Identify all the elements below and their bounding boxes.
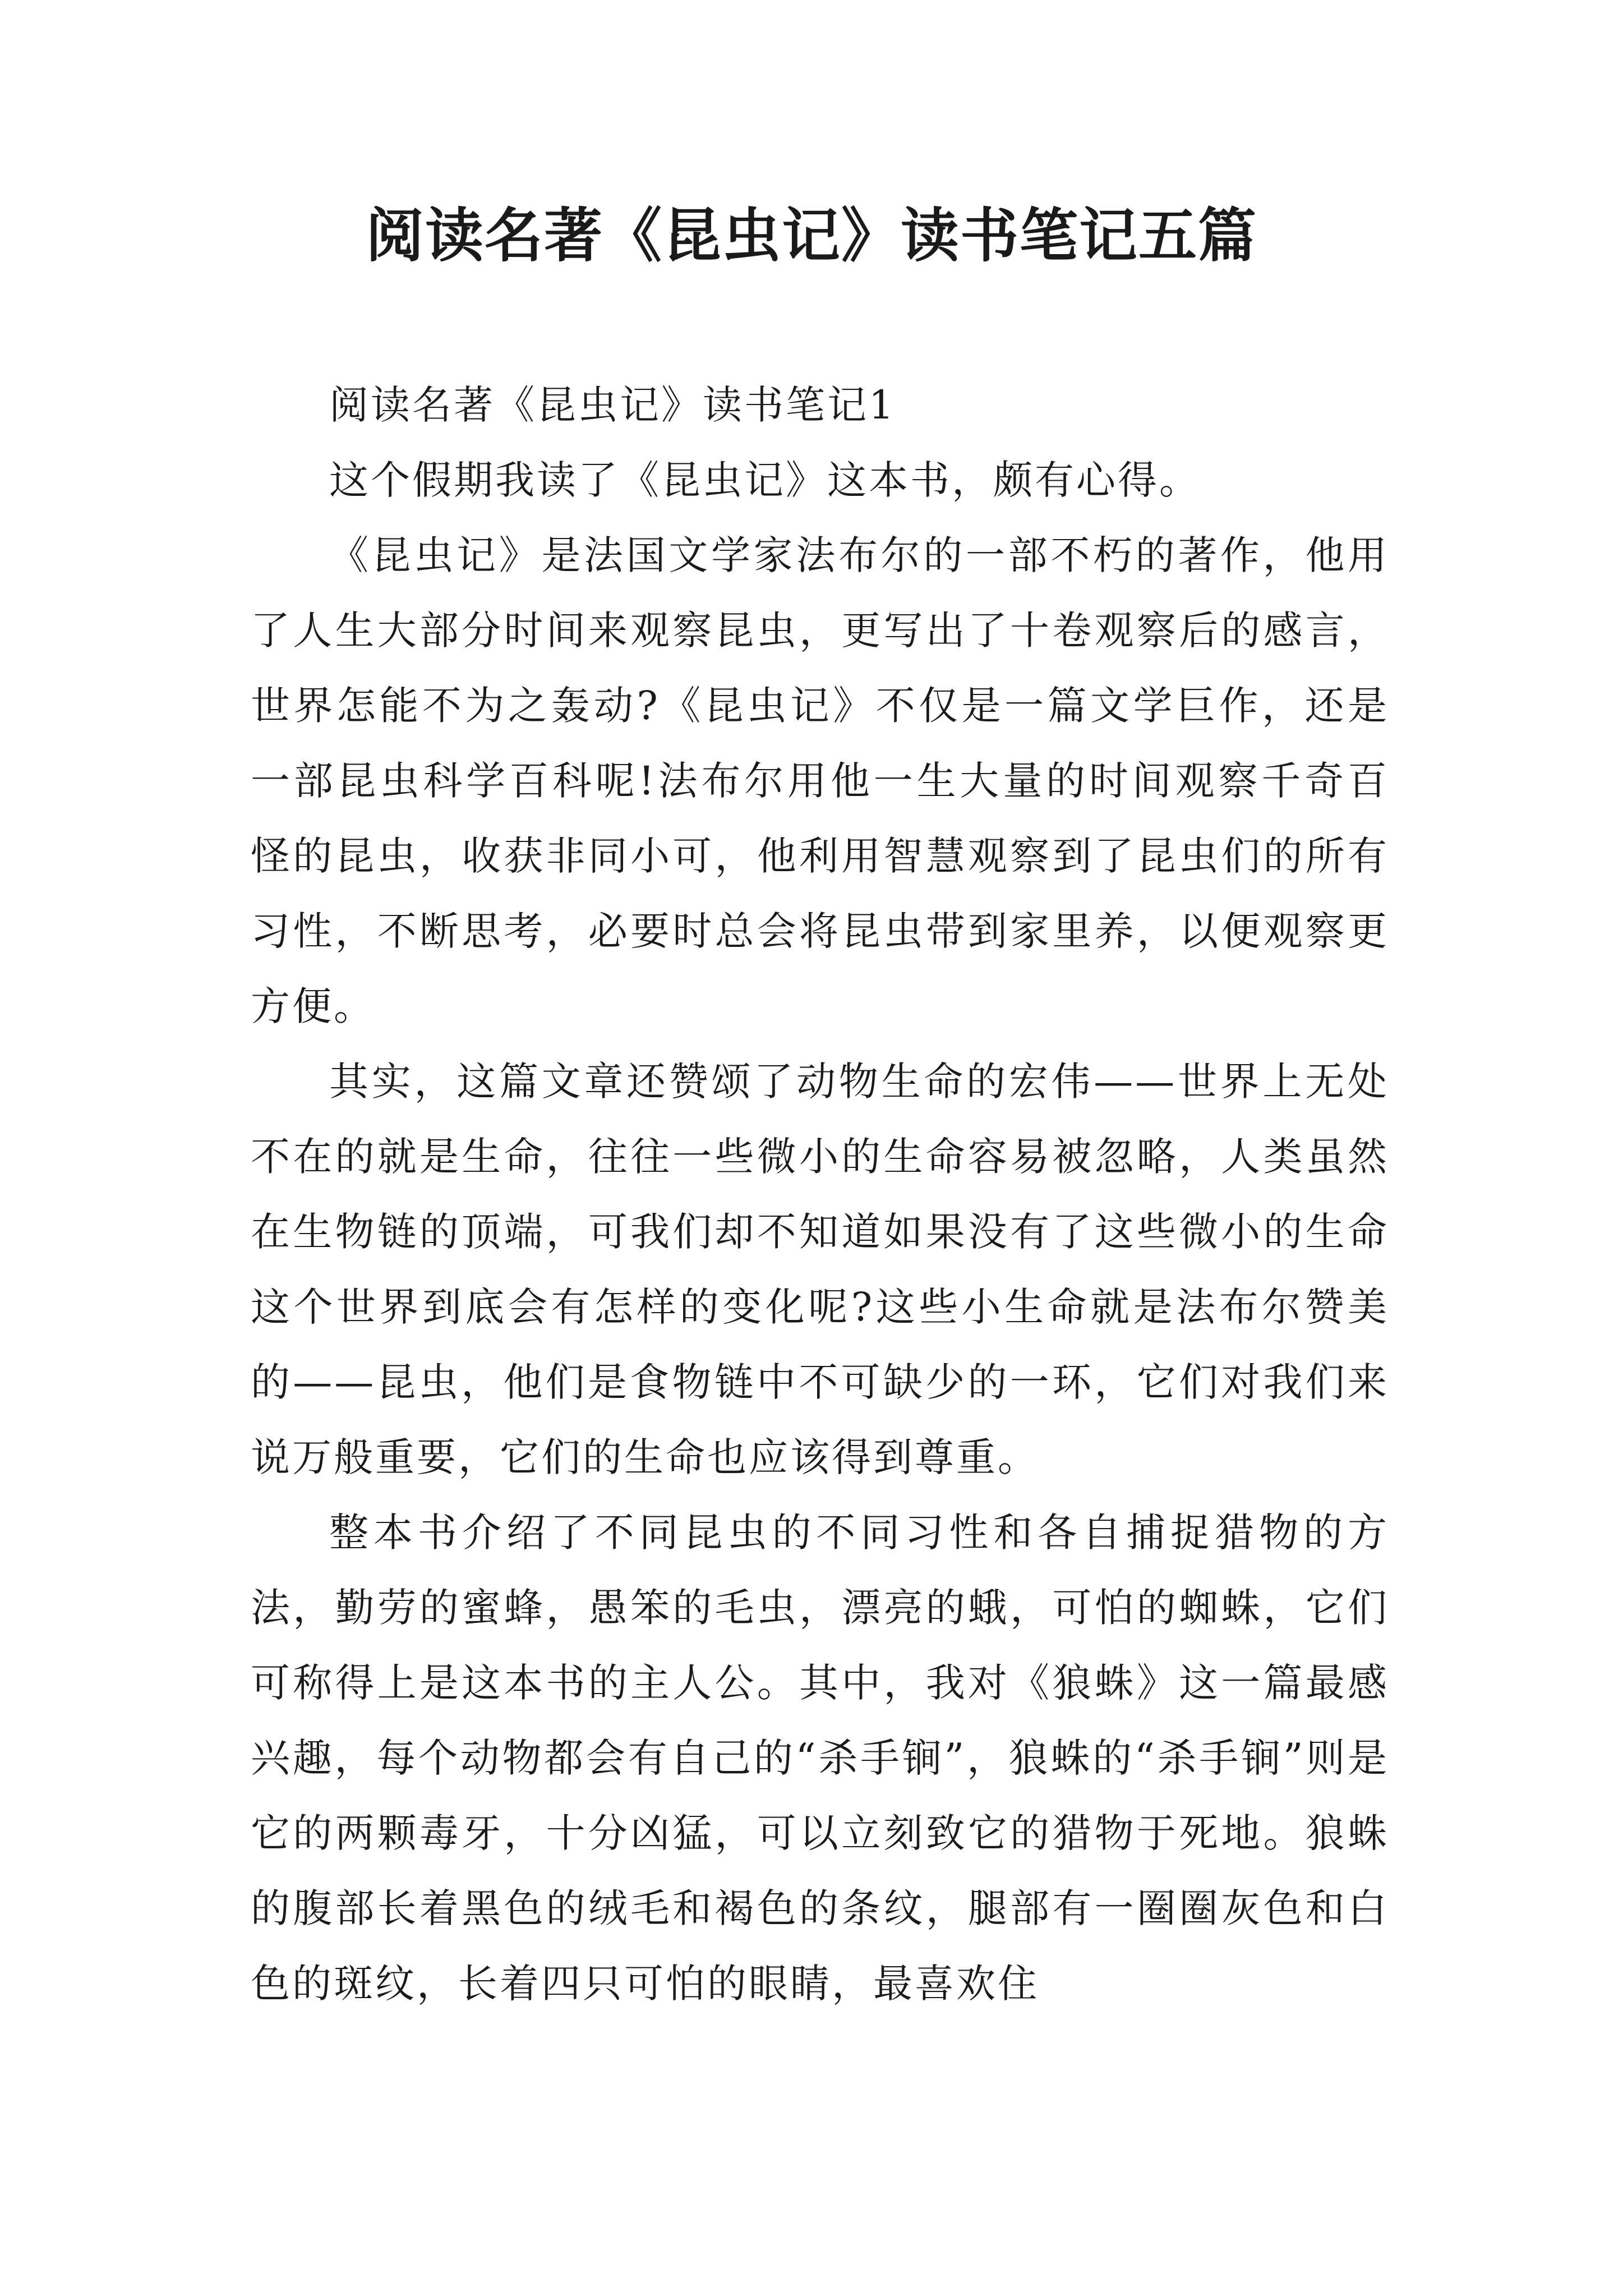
document-body xyxy=(251,367,1389,2021)
paragraph: 整本书介绍了不同昆虫的不同习性和各自捕捉猎物的方法，勤劳的蜜蜂，愚笨的毛虫，漂亮的蛾，可怕的蜘蛛，它们可称得上是这本书的主人公。其中，我对《狼蛛》这一篇最感兴趣，每个动物都会有自己的“杀手锏”，狼蛛的“杀手锏”则是它的两颗毒牙，十分凶猛，可以立刻致它的猎物于死地。狼蛛的腹部长着黑色的绒毛和褐色的条纹，腿部有一圈圈灰色和白色的斑纹，长着四只可怕的眼睛，最喜欢住 xyxy=(251,1510,1389,2007)
paragraph: 这个假期我读了《昆虫记》这本书，颇有心得。 xyxy=(329,457,1201,503)
paragraph-heading: 阅读名著《昆虫记》读书笔记1 xyxy=(329,382,896,428)
paragraph: 其实，这篇文章还赞颂了动物生命的宏伟——世界上无处不在的就是生命，往往一些微小的生命容易被忽略，人类虽然在生物链的顶端，可我们却不知道如果没有了这些微小的生命这个世界到底会有怎样的变化呢?这些小生命就是法布尔赞美的——昆虫，他们是食物链中不可缺少的一环，它们对我们来说万般重要，它们的生命也应该得到尊重。 xyxy=(251,1059,1389,1480)
paragraph: 《昆虫记》是法国文学家法布尔的一部不朽的著作，他用了人生大部分时间来观察昆虫，更写出了十卷观察后的感言，世界怎能不为之轰动?《昆虫记》不仅是一篇文学巨作，还是一部昆虫科学百科呢!法布尔用他一生大量的时间观察千奇百怪的昆虫，收获非同小可，他利用智慧观察到了昆虫们的所有习性，不断思考，必要时总会将昆虫带到家里养，以便观察更方便。 xyxy=(251,532,1389,1029)
document-title: 阅读名著《昆虫记》读书笔记五篇 xyxy=(365,201,1257,270)
